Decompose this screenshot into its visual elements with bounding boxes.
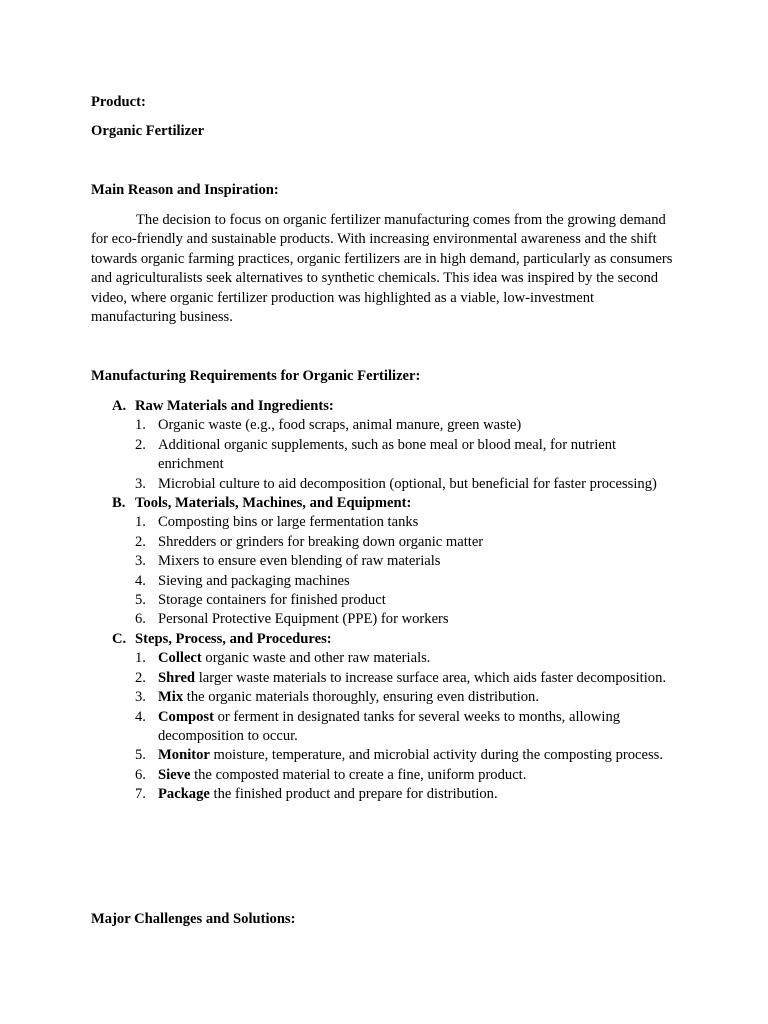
item-text: or ferment in designated tanks for several weeks to months, allowing decomposition to occur. (158, 708, 621, 744)
item-text: Personal Protective Equipment (PPE) for workers (158, 611, 449, 628)
list-item (91, 746, 678, 765)
step-keyword: Shred (158, 669, 196, 686)
list-item (91, 610, 678, 629)
section-marker: B. (112, 495, 126, 512)
list-item (91, 475, 678, 494)
step-keyword: Sieve (158, 766, 191, 783)
item-number: 6. (135, 766, 146, 783)
section-title: Tools, Materials, Machines, and Equipment: (135, 495, 412, 512)
inspiration-heading: Main Reason and Inspiration: (91, 182, 279, 198)
section-marker: A. (112, 398, 127, 414)
product-name: Organic Fertilizer (91, 123, 205, 139)
item-number: 3. (135, 689, 146, 706)
item-number: 3. (135, 475, 146, 492)
item-text: Shredders or grinders for breaking down organic matter (158, 533, 484, 550)
list-item (91, 785, 678, 804)
section-items (135, 513, 678, 629)
list-item (91, 669, 678, 688)
section-steps-process (91, 630, 678, 805)
step-keyword: Mix (158, 689, 184, 706)
step-keyword: Collect (158, 650, 202, 667)
item-text: moisture, temperature, and microbial activity during the composting process. (209, 747, 663, 764)
step-keyword: Monitor (158, 747, 210, 764)
item-text: Composting bins or large fermentation tanks (158, 514, 419, 531)
list-item (91, 416, 678, 435)
section-title: Raw Materials and Ingredients: (135, 398, 334, 414)
item-number: 4. (135, 572, 146, 589)
item-number: 1. (135, 417, 146, 434)
item-text: Additional organic supplements, such as bone meal or blood meal, for nutrient enrichment (158, 436, 617, 473)
step-keyword: Compost (158, 708, 214, 725)
section-items (135, 416, 678, 494)
item-text: organic waste and other raw materials. (201, 650, 431, 667)
item-number: 1. (135, 650, 146, 667)
item-number: 5. (135, 592, 146, 609)
item-text: larger waste materials to increase surface area, which aids faster decomposition. (195, 669, 667, 686)
list-item (91, 533, 678, 552)
requirements-heading: Manufacturing Requirements for Organic Fertilizer: (91, 368, 421, 384)
item-text: Mixers to ensure even blending of raw materials (158, 553, 441, 570)
section-items (135, 649, 678, 804)
item-text: the organic materials thoroughly, ensuring even distribution. (183, 689, 539, 706)
list-item (91, 591, 678, 610)
item-number: 2. (135, 533, 146, 550)
challenges-heading: Major Challenges and Solutions: (91, 911, 296, 927)
item-number: 1. (135, 514, 146, 531)
product-heading: Product: (91, 94, 146, 110)
item-text: Microbial culture to aid decomposition (optional, but beneficial for faster processing) (158, 475, 657, 492)
item-number: 2. (135, 669, 146, 686)
requirements-list (91, 397, 678, 805)
list-item (91, 572, 678, 591)
item-number: 4. (135, 708, 146, 725)
section-title: Steps, Process, and Procedures: (135, 630, 332, 647)
list-item (91, 708, 678, 747)
list-item (91, 688, 678, 707)
step-keyword: Package (158, 786, 210, 803)
section-tools-equipment (91, 494, 678, 630)
list-item (91, 436, 678, 475)
list-item (91, 649, 678, 668)
item-number: 7. (135, 786, 146, 803)
section-raw-materials (91, 397, 678, 494)
list-item (91, 766, 678, 785)
item-text: Storage containers for finished product (158, 592, 386, 609)
item-text: the composted material to create a fine, uniform product. (190, 766, 527, 783)
list-item (91, 513, 678, 532)
item-number: 3. (135, 553, 146, 570)
section-marker: C. (112, 630, 127, 647)
item-text: Sieving and packaging machines (158, 572, 350, 589)
item-number: 2. (135, 436, 146, 453)
inspiration-body: The decision to focus on organic fertilizer manufacturing comes from the growing demand for eco-friendly and sustainable products. With increasing environmental awareness and the shift towards organic farming practices, organic fertilizers are in high demand, particularly as consumers and agriculturalists seek alternatives to synthetic chemicals. This idea was inspired by the second video, where organic fertilizer production was highlighted as a viable, low-investment manufacturing business. (91, 212, 673, 326)
item-text: the finished product and prepare for distribution. (209, 786, 498, 803)
item-number: 5. (135, 747, 146, 764)
item-text: Organic waste (e.g., food scraps, animal manure, green waste) (158, 417, 522, 434)
item-number: 6. (135, 611, 146, 628)
list-item (91, 552, 678, 571)
